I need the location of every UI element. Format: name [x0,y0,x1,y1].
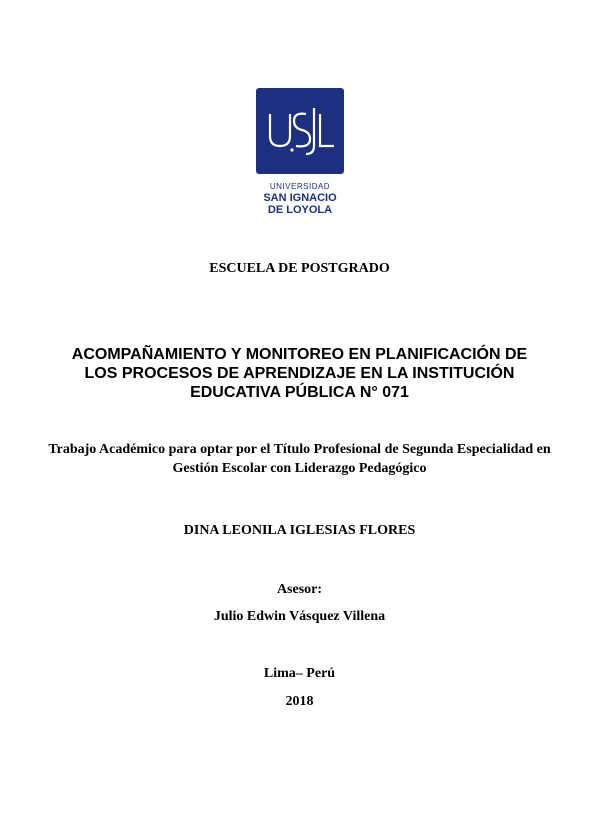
usil-logo-mark-icon [256,88,344,174]
author-name: DINA LEONILA IGLESIAS FLORES [183,523,416,538]
advisor-name: Julio Edwin Vásquez Villena [213,609,386,624]
advisor-label: Asesor: [276,582,323,597]
logo-text-san-ignacio: SAN IGNACIO [263,192,337,204]
university-logo [256,88,344,174]
logo-text-de-loyola: DE LOYOLA [267,204,333,216]
place: Lima– Perú [263,666,336,681]
thesis-subtitle: Trabajo Académico para optar por el Título Profesional de Segunda Especialidad en Gestión Escolar con Liderazgo Pedagógico [48,442,551,476]
school-name: ESCUELA DE POSTGRADO [209,261,390,276]
thesis-title: ACOMPAÑAMIENTO Y MONITOREO EN PLANIFICACIÓN DE LOS PROCESOS DE APRENDIZAJE EN LA INSTITUCIÓN EDUCATIVA PÚBLICA N° 071 [71,346,528,401]
year: 2018 [285,694,314,709]
logo-text-universidad: UNIVERSIDAD [269,182,331,191]
